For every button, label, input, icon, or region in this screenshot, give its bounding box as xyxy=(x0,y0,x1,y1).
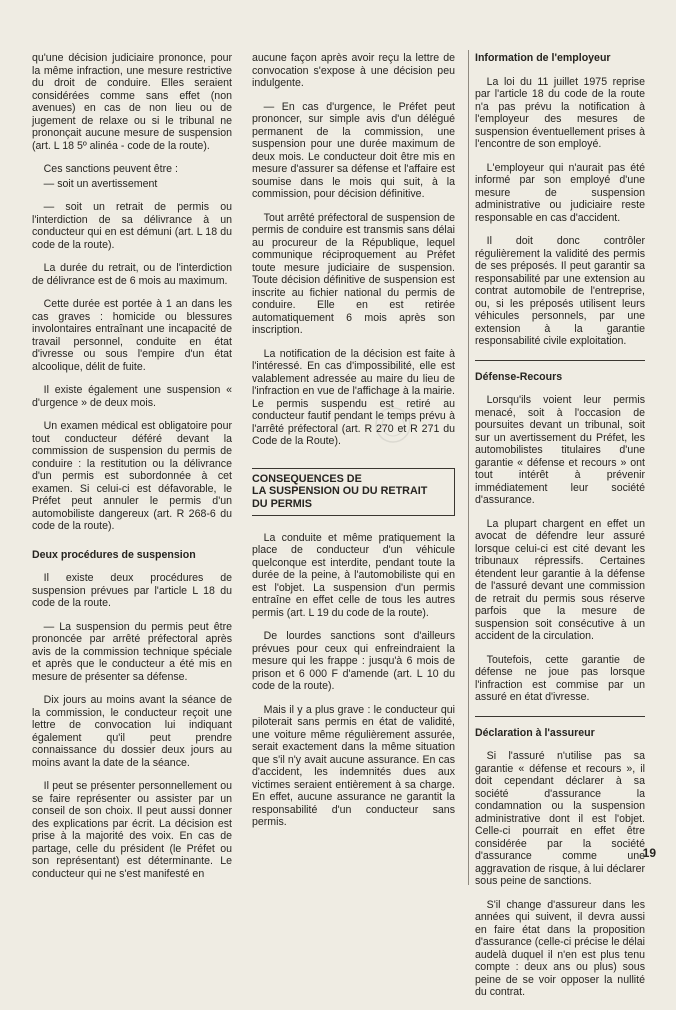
library-seal-icon xyxy=(373,405,413,445)
column-divider xyxy=(468,50,469,885)
page-number: 19 xyxy=(642,846,656,860)
paragraph: Il existe deux procédures de suspension prévues par l'article L 18 du code de la route. xyxy=(32,572,232,609)
paragraph: — En cas d'urgence, le Préfet peut prononcer, sur simple avis d'un délégué permanent de la commission, une suspension pour une durée maximum de deux mois. Le conducteur doit être mis en mesure d'assurer sa défense et l'affaire est soumise dans le mois qui suit, à la commission, pour décision définitive. xyxy=(252,100,455,200)
paragraph: Toutefois, cette garantie de défense ne joue pas lorsque l'infraction est commise par un assuré en état d'ivresse. xyxy=(475,653,645,703)
paragraph: — La suspension du permis peut être prononcée par arrêté préfectoral après avis de la commission technique spéciale et après que le conducteur a été mis en mesure de présenter sa défense. xyxy=(32,620,232,683)
divider xyxy=(475,716,645,717)
paragraph: Si l'assuré n'utilise pas sa garantie « défense et recours », il doit cependant déclarer à sa société d'assurance la condamnation ou la suspension administrative dont il est l'objet. Celle-ci pourrait en effet être considérée par la société d'assurance comme une aggravation de risque, à lui déclarer sous peine de sanctions. xyxy=(475,750,645,887)
paragraph: S'il change d'assureur dans les années qui suivent, il devra aussi en faire état dans la proposition d'assurance (celle-ci précise le délai audelà duquel il n'en est plus tenu compte : deux ans ou plus) sous peine de se voir opposer la nullité du contrat. xyxy=(475,898,645,998)
paragraph: La durée du retrait, ou de l'interdiction de délivrance est de 6 mois au maximum. xyxy=(32,262,232,287)
paragraph: Lorsqu'ils voient leur permis menacé, soit à l'occasion de poursuites devant un tribunal, soit sur un avertissement du Préfet, les automobilistes titulaires d'une garantie « défense et recours » ont tout intérêt à prévenir immédiatement leur société d'assurance. xyxy=(475,394,645,506)
section-heading: Deux procédures de suspension xyxy=(32,548,196,561)
paragraph: Tout arrêté préfectoral de suspension de permis de conduire est transmis sans délai au procureur de la République, lequel communique réciproquement au Préfet toute mesure judiciaire de suspension. Toute décision définitive de suspension est inscrite au fichier national du permis de conduire. Elle en est retirée automatiquement 6 mois après son inscription. xyxy=(252,211,455,336)
section-title-box xyxy=(252,468,455,516)
section-title-line: LA SUSPENSION OU DU RETRAIT xyxy=(252,485,428,498)
paragraph: Ces sanctions peuvent être : xyxy=(43,163,178,175)
paragraph: — soit un retrait de permis ou l'interdiction de sa délivrance à un conducteur qui en est démuni (art. L 18 du code de la route). xyxy=(32,201,232,251)
divider xyxy=(475,360,645,361)
column-2 xyxy=(252,52,455,840)
section-heading: Déclaration à l'assureur xyxy=(475,726,595,739)
paragraph: La loi du 11 juillet 1975 reprise par l'article 18 du code de la route n'a pas prévu la notification à l'employeur des mesures de suspension éventuellement prises à l'encontre de son employé. xyxy=(475,75,645,150)
paragraph: Dix jours au moins avant la séance de la commission, le conducteur reçoit une lettre de convocation lui indiquant également qu'il peut prendre connaissance du dossier deux jours au moins avant la date de la séance. xyxy=(32,694,232,769)
section-title-line: DU PERMIS xyxy=(252,497,312,510)
paragraph: La notification de la décision est faite à l'intéressé. En cas d'impossibilité, elle est valablement adressée au maire du lieu de l'infraction en vue de l'affichage à la mairie. Le permis suspendu est retiré au conducteur fautif pendant le temps prévu à l'arrêté préfectoral (art. R 270 et R 271 du Code de la Route). xyxy=(252,347,455,447)
paragraph: L'employeur qui n'aurait pas été informé par son employé d'une mesure de suspension administrative ou judiciaire reste responsable en cas d'accident. xyxy=(475,161,645,224)
section-heading: Information de l'employeur xyxy=(475,52,611,64)
paragraph: qu'une décision judiciaire prononce, pour la même infraction, une mesure restrictive du droit de conduire. Elles seraient considérées comme sans effet (non avenues) en cas de non lieu ou de jugement de relaxe ou si le tribunal ne prononçait aucune mesure de suspension (art. L 18 5º alinéa - code de la route). xyxy=(32,52,232,152)
column-1 xyxy=(32,52,232,891)
paragraph: La conduite et même pratiquement la place de conducteur d'un véhicule quelconque est interdite, pendant toute la durée de la peine, à l'automobiliste qui en est l'objet. La suspension d'un permis entraîne en effet celle de tous les autres permis (art. L 19 du code de la route). xyxy=(252,531,455,619)
paragraph: Il doit donc contrôler régulièrement la validité des permis de ses préposés. Il peut garantir sa responsabilité par une extension au contrat automobile de l'entreprise, ou, si les préposés utilisent leurs véhicules personnels, par une extension à la garantie responsabilité civile exploitation. xyxy=(475,235,645,347)
section-title-line: CONSEQUENCES DE xyxy=(252,472,362,485)
column-3 xyxy=(475,52,645,1010)
section-title xyxy=(252,473,450,511)
paragraph: Un examen médical est obligatoire pour tout conducteur déféré devant la commission de suspension du permis de conduire : la restitution ou la délivrance d'un permis est subordonnée à cet examen. Si celui-ci est défavorable, le Préfet peut annuler le permis d'un automobiliste dangereux (art. R 268-6 du code de la route). xyxy=(32,420,232,532)
paragraph: Mais il y a plus grave : le conducteur qui piloterait sans permis en état de validité, une voiture même régulièrement assurée, serait exactement dans la même situation que s'il n'y avait aucune assurance. En cas d'accident, les indemnités dues aux victimes seraient entièrement à sa charge. En effet, aucune assurance ne garantit la responsabilité d'un conducteur sans permis. xyxy=(252,703,455,829)
paragraph: Il peut se présenter personnellement ou se faire représenter ou assister par un conseil de son choix. Il peut aussi donner des explications par écrit. La décision est prise à la majorité des voix. En cas de partage, celle du président (le Préfet ou son représentant) est déterminante. Le conducteur qui ne s'est manifesté en xyxy=(32,780,232,880)
paragraph: La plupart chargent en effet un avocat de défendre leur assuré lorsque celui-ci est cité devant les tribunaux répressifs. Certaines étendent leur garantie à la défense de l'assuré devant une commission de retrait du permis sous réserve parfois que la mesure de suspension soit consécutive à un accident de la circulation. xyxy=(475,517,645,642)
paragraph: — soit un avertissement xyxy=(43,177,158,190)
paragraph: Cette durée est portée à 1 an dans les cas graves : homicide ou blessures involontaires entraînant une incapacité de travail personnel, conduite en état d'ivresse ou sous l'empire d'un état alcoolique, délit de fuite. xyxy=(32,298,232,373)
paragraph: aucune façon après avoir reçu la lettre de convocation s'expose à une décision peu indulgente. xyxy=(252,52,455,89)
paragraph: De lourdes sanctions sont d'ailleurs prévues pour ceux qui enfreindraient la mesure qui les frappe : jusqu'à 6 mois de prison et 6 000 F d'amende (art. L 10 du code de la route). xyxy=(252,630,455,693)
paragraph: Il existe également une suspension « d'urgence » de deux mois. xyxy=(32,384,232,409)
section-heading: Défense-Recours xyxy=(475,370,563,383)
